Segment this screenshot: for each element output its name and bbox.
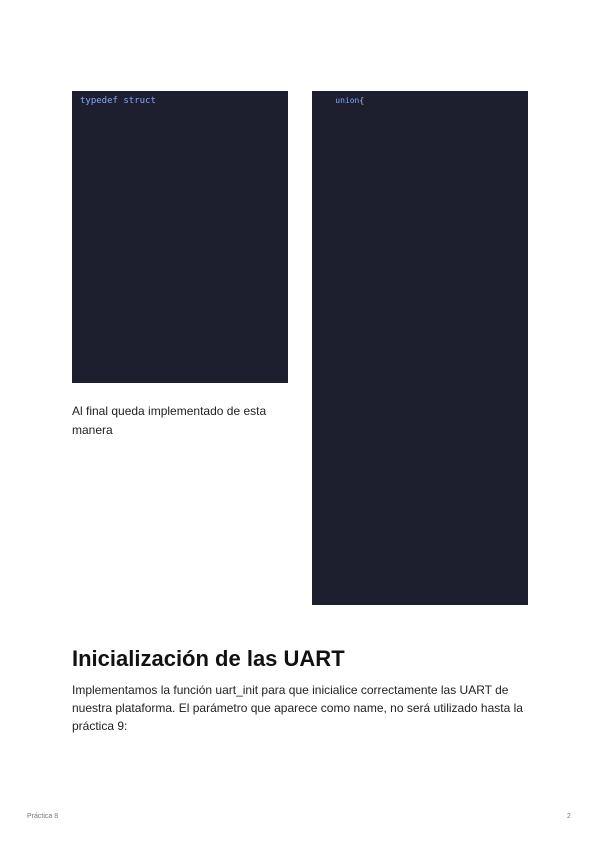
- code-line: typedef struct: [80, 96, 156, 106]
- footer-page-number: 2: [567, 813, 571, 820]
- code-block-uart-regs: [312, 91, 528, 605]
- code-line: union{: [335, 96, 365, 105]
- section-heading: Inicialización de las UART: [72, 646, 345, 671]
- figure-caption: Al final queda implementado de esta manera: [72, 404, 267, 437]
- body-paragraph: Implementamos la función uart_init para que inicialice correctamente las UART de nuestra plataforma. El parámetro que aparece como name, no será utilizado hasta la práctica 9:: [72, 683, 523, 733]
- code-block-struct-con: [72, 91, 288, 383]
- footer-document-title: Práctica 8: [27, 813, 59, 820]
